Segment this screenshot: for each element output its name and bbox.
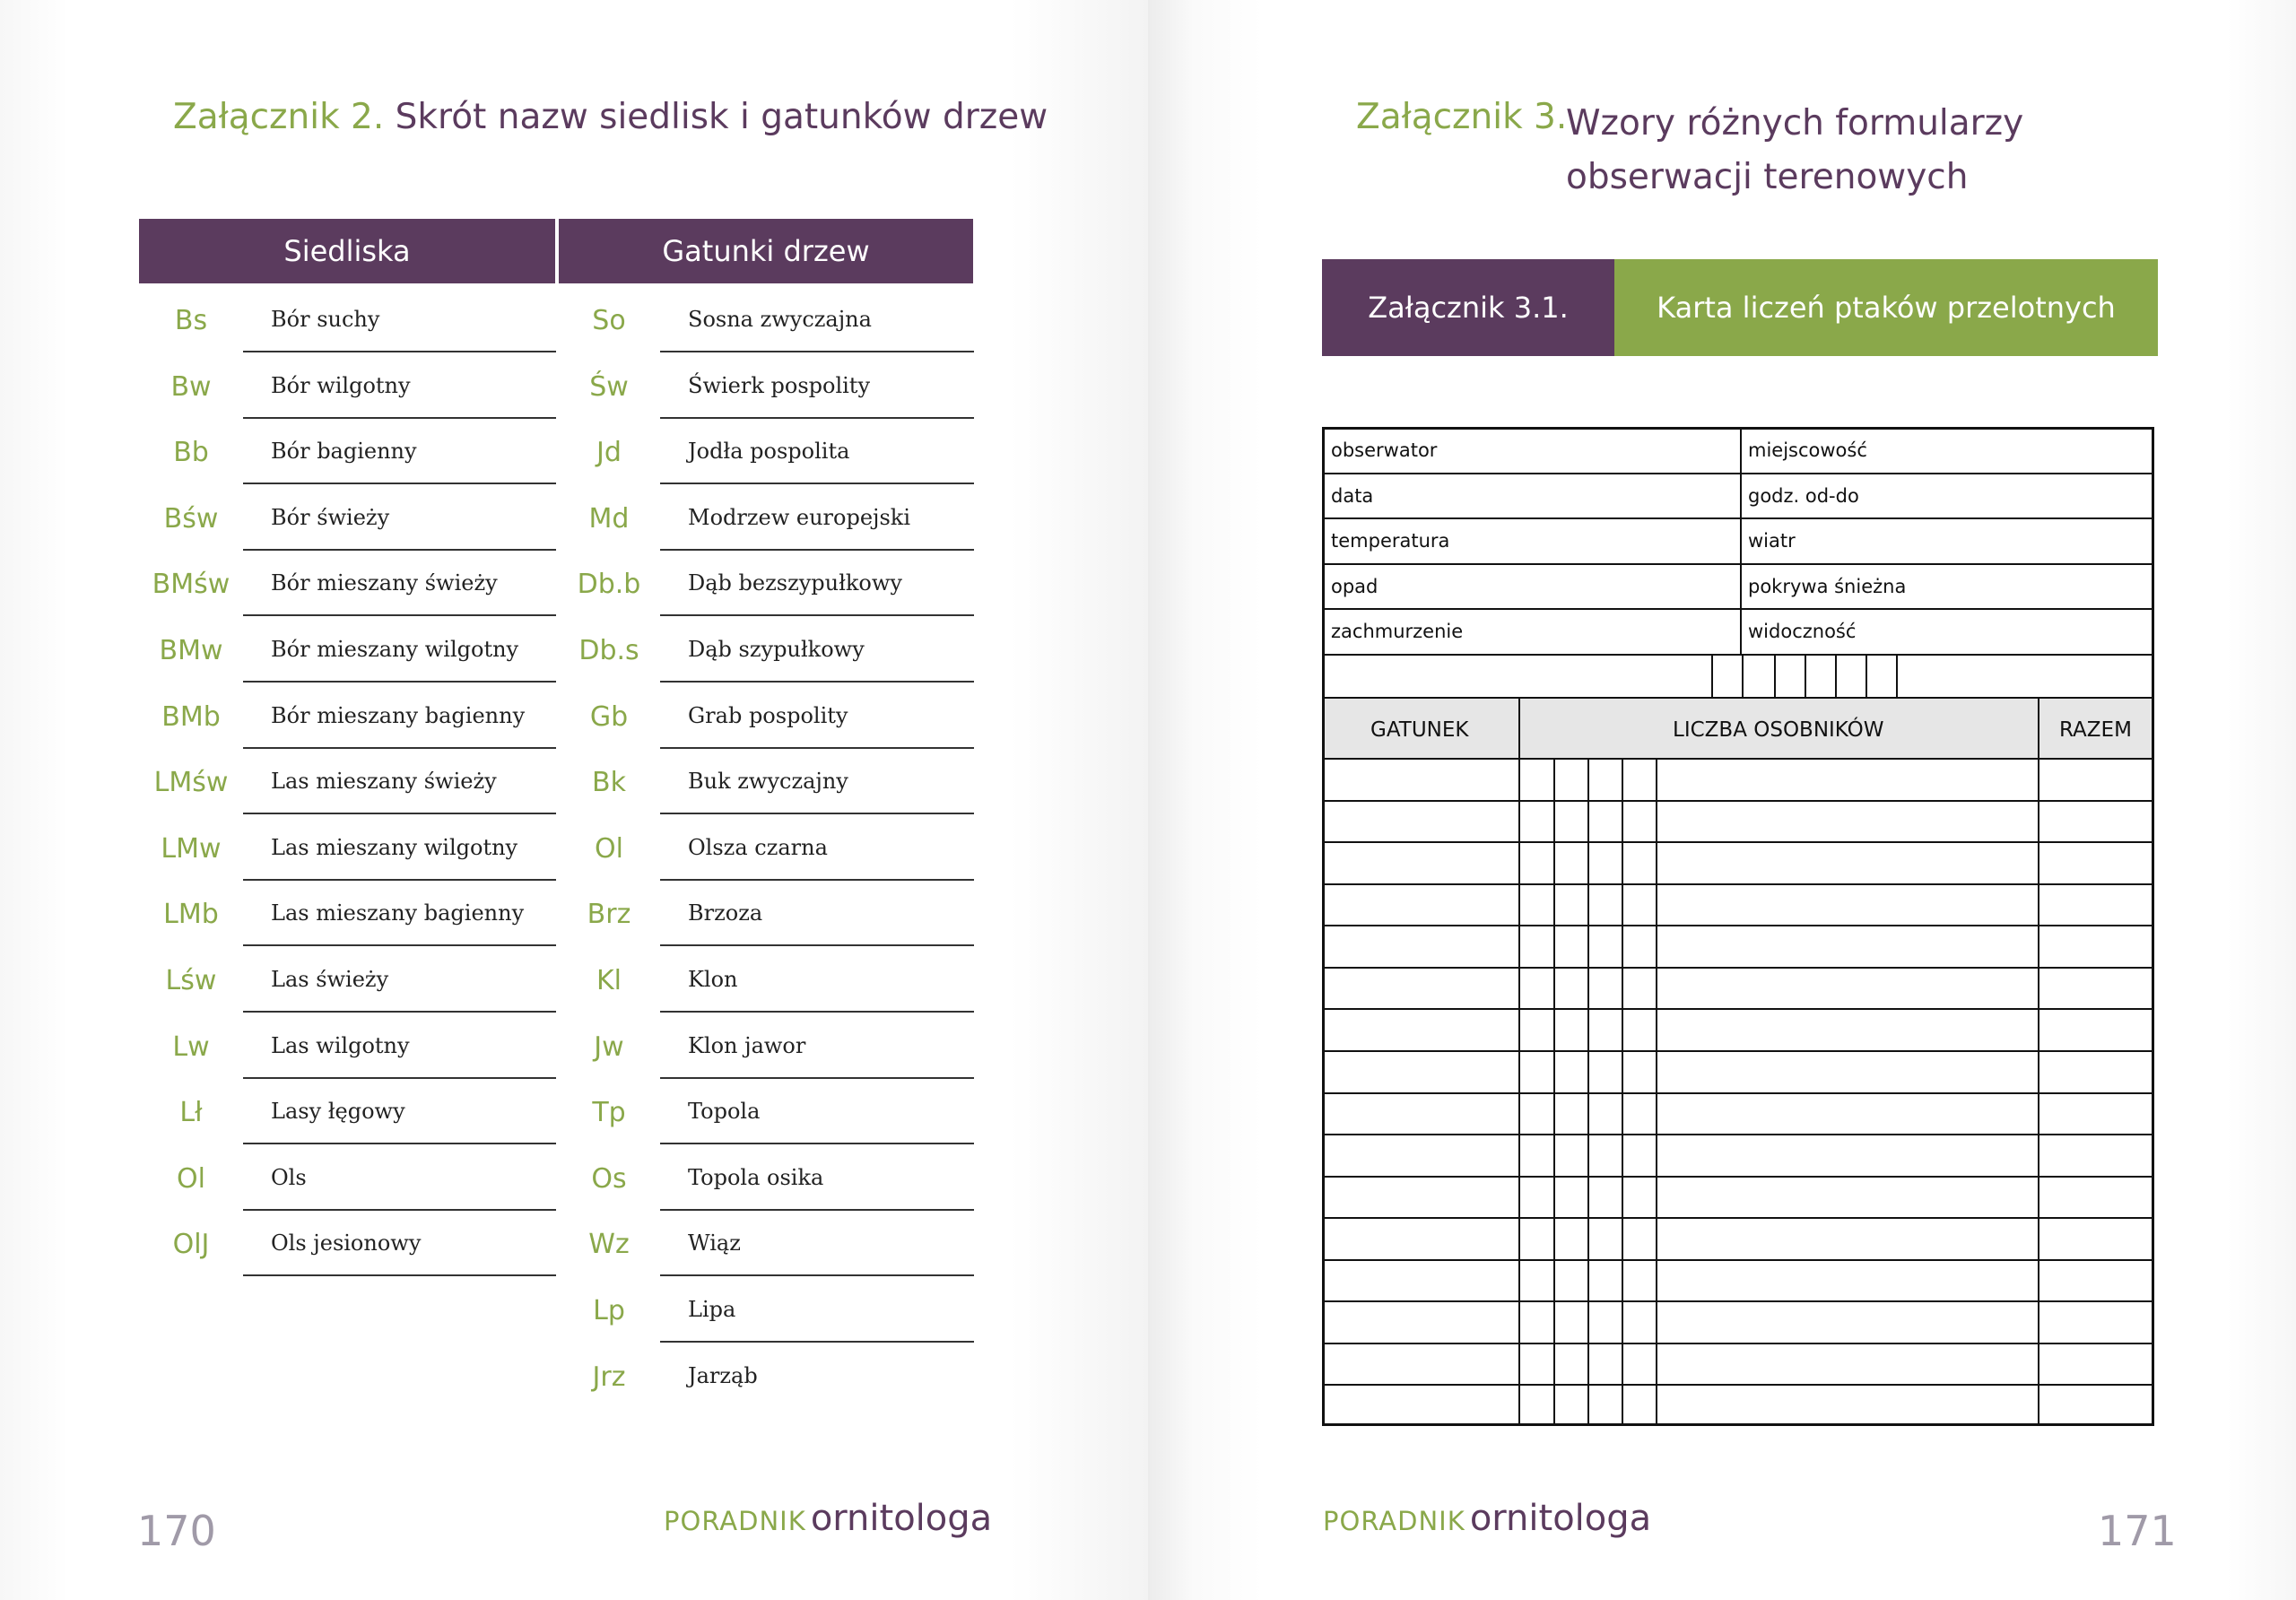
footer-brand [664, 1498, 992, 1539]
abbreviation: Brz [587, 899, 631, 931]
full-name: Jarząb [688, 1362, 758, 1388]
abbreviation: Jw [594, 1030, 624, 1063]
field-label: wiatr [1748, 530, 1796, 552]
brand-prefix: PORADNIK [1323, 1506, 1465, 1536]
full-name: Bór wilgotny [271, 372, 411, 398]
full-name: Lasy łęgowy [271, 1099, 405, 1125]
abbreviation: LMb [163, 899, 219, 931]
row-divider [660, 417, 974, 419]
tick-box-divider [1835, 654, 1837, 698]
abbreviation: Tp [592, 1097, 626, 1129]
abbreviation: Os [591, 1162, 627, 1195]
full-name: Bór mieszany wilgotny [271, 637, 519, 662]
full-name: Las mieszany bagienny [271, 900, 525, 926]
full-name: Ols [271, 1164, 307, 1190]
table-row [1322, 800, 2154, 802]
appendix-number: Załącznik 2. [173, 97, 385, 137]
table-row [1322, 1300, 2154, 1302]
abbreviation: Bśw [163, 502, 219, 535]
row-divider [243, 549, 556, 551]
abbreviation: Lp [593, 1295, 625, 1326]
form-title: Karta liczeń ptaków przelotnych [1614, 259, 2158, 356]
row-divider [243, 1209, 556, 1211]
abbreviation: Bb [173, 437, 209, 469]
row-divider [243, 1077, 556, 1079]
table-row [1322, 1343, 2154, 1344]
row-divider [243, 351, 556, 352]
row-divider [243, 1011, 556, 1013]
full-name: Las mieszany świeży [271, 769, 497, 795]
table-row [1322, 1217, 2154, 1219]
abbreviation: Jrz [592, 1361, 626, 1393]
abbreviation: So [592, 305, 626, 336]
abbreviation: Ol [595, 832, 623, 865]
full-name: Buk zwyczajny [688, 769, 848, 795]
abbreviation: BMw [159, 635, 223, 666]
field-label: miejscowość [1748, 439, 1867, 461]
table-row [1322, 1176, 2154, 1178]
column-divider [2038, 699, 2039, 1426]
table-row [1322, 883, 2154, 885]
field-divider [1322, 654, 2154, 656]
row-divider [243, 417, 556, 419]
table-row [1322, 1092, 2154, 1094]
abbreviation: Md [588, 502, 630, 535]
field-divider [1322, 608, 2154, 610]
habitats-header: Siedliska [139, 219, 555, 283]
abbreviation: Db.b [577, 569, 641, 601]
abbreviation: Bk [592, 767, 626, 799]
tick-box-divider [1896, 654, 1898, 698]
abbreviation: OlJ [172, 1229, 210, 1261]
row-divider [660, 944, 974, 946]
row-divider [660, 614, 974, 616]
right-page [1148, 0, 2296, 1600]
page-title [173, 97, 1048, 137]
row-divider [660, 549, 974, 551]
row-divider [660, 1274, 974, 1276]
abbreviation: Gb [589, 700, 629, 733]
field-label: widoczność [1748, 621, 1857, 642]
field-label: zachmurzenie [1331, 621, 1464, 642]
table-row [1322, 967, 2154, 969]
row-divider [660, 1011, 974, 1013]
field-divider [1322, 517, 2154, 519]
full-name: Jodła pospolita [688, 439, 850, 465]
full-name: Dąb szypułkowy [688, 637, 865, 662]
table-row [1322, 1050, 2154, 1052]
count-column-header: LICZBA OSOBNIKÓW [1673, 718, 1884, 742]
table-row [1322, 925, 2154, 926]
abbreviation: Ol [177, 1162, 205, 1195]
full-name: Świerk pospolity [688, 372, 871, 398]
row-divider [660, 1341, 974, 1343]
table-row [1322, 1384, 2154, 1386]
row-divider [660, 681, 974, 683]
full-name: Modrzew europejski [688, 504, 911, 530]
row-divider [660, 813, 974, 814]
tick-box-divider [1805, 654, 1806, 698]
field-label: godz. od-do [1748, 484, 1859, 507]
row-divider [243, 879, 556, 881]
brand-name: ornitologa [810, 1498, 993, 1539]
brand-name: ornitologa [1469, 1498, 1652, 1539]
row-divider [243, 1143, 556, 1144]
field-label: temperatura [1331, 530, 1450, 552]
row-divider [243, 747, 556, 749]
row-divider [660, 879, 974, 881]
row-divider [660, 747, 974, 749]
full-name: Grab pospolity [688, 702, 848, 728]
full-name: Klon jawor [688, 1032, 806, 1058]
table-row [1322, 841, 2154, 843]
full-name: Ols jesionowy [271, 1230, 422, 1257]
table-row [1322, 1008, 2154, 1010]
field-label: pokrywa śnieżna [1748, 575, 1907, 597]
full-name: Topola osika [688, 1164, 824, 1190]
field-label: opad [1331, 575, 1378, 597]
full-name: Lipa [688, 1297, 736, 1322]
full-name: Las mieszany wilgotny [271, 834, 518, 860]
abbreviation: BMb [161, 700, 221, 733]
row-divider [660, 1143, 974, 1144]
tick-box-divider [1866, 654, 1867, 698]
abbreviation: LMw [161, 832, 222, 865]
abbreviation: Db.s [578, 635, 639, 666]
row-divider [660, 1209, 974, 1211]
abbreviation: Św [589, 370, 629, 403]
abbreviation: Kl [596, 965, 622, 996]
full-name: Bór mieszany bagienny [271, 702, 526, 728]
abbreviation: Jd [596, 437, 622, 469]
full-name: Sosna zwyczajna [688, 307, 872, 332]
full-name: Topola [688, 1099, 761, 1125]
column-divider [1518, 699, 1520, 1426]
page-number: 170 [137, 1507, 216, 1555]
tick-box-divider [1774, 654, 1776, 698]
full-name: Wiąz [688, 1230, 741, 1257]
row-divider [243, 614, 556, 616]
brand-prefix: PORADNIK [664, 1506, 806, 1536]
full-name: Olsza czarna [688, 834, 828, 860]
appendix-title: Wzory różnych formularzy obserwacji terenowych [1566, 103, 2024, 197]
field-divider [1322, 563, 2154, 565]
row-divider [1322, 758, 2154, 760]
row-divider [243, 1274, 556, 1276]
table-row [1322, 1259, 2154, 1261]
full-name: Brzoza [688, 900, 763, 926]
appendix-title: Skrót nazw siedlisk i gatunków drzew [395, 97, 1048, 137]
abbreviation: LMśw [153, 767, 229, 799]
field-label: obserwator [1331, 439, 1438, 461]
row-divider [660, 351, 974, 352]
row-divider [243, 483, 556, 484]
full-name: Bór świeży [271, 504, 390, 530]
abbreviation: BMśw [152, 569, 230, 601]
species-column-header: GATUNEK [1370, 718, 1469, 742]
row-divider [660, 1077, 974, 1079]
full-name: Bór mieszany świeży [271, 570, 498, 596]
abbreviation: Lw [172, 1030, 210, 1063]
full-name: Dąb bezszypułkowy [688, 570, 902, 596]
abbreviation: Bw [170, 370, 212, 403]
full-name: Bór suchy [271, 307, 380, 332]
row-divider [243, 681, 556, 683]
abbreviation: Lł [179, 1097, 203, 1129]
abbreviation: Bs [174, 305, 208, 336]
full-name: Klon [688, 967, 738, 992]
row-divider [243, 813, 556, 814]
field-column-divider [1740, 427, 1742, 654]
row-divider [243, 944, 556, 946]
abbreviation: Wz [588, 1229, 630, 1261]
tick-box-divider [1711, 654, 1713, 698]
footer-brand [1323, 1498, 1651, 1539]
page-number: 171 [2098, 1507, 2177, 1555]
appendix-number: Załącznik 3. [1356, 97, 1568, 137]
full-name: Las wilgotny [271, 1032, 410, 1058]
tick-box-divider [1742, 654, 1744, 698]
full-name: Bór bagienny [271, 439, 417, 465]
row-divider [660, 483, 974, 484]
field-divider [1322, 473, 2154, 474]
form-label: Załącznik 3.1. [1322, 259, 1614, 356]
table-row [1322, 1134, 2154, 1135]
total-column-header: RAZEM [2059, 718, 2132, 742]
full-name: Las świeży [271, 967, 389, 992]
abbreviation: Lśw [165, 965, 217, 996]
field-label: data [1331, 484, 1374, 507]
trees-header: Gatunki drzew [559, 219, 973, 283]
